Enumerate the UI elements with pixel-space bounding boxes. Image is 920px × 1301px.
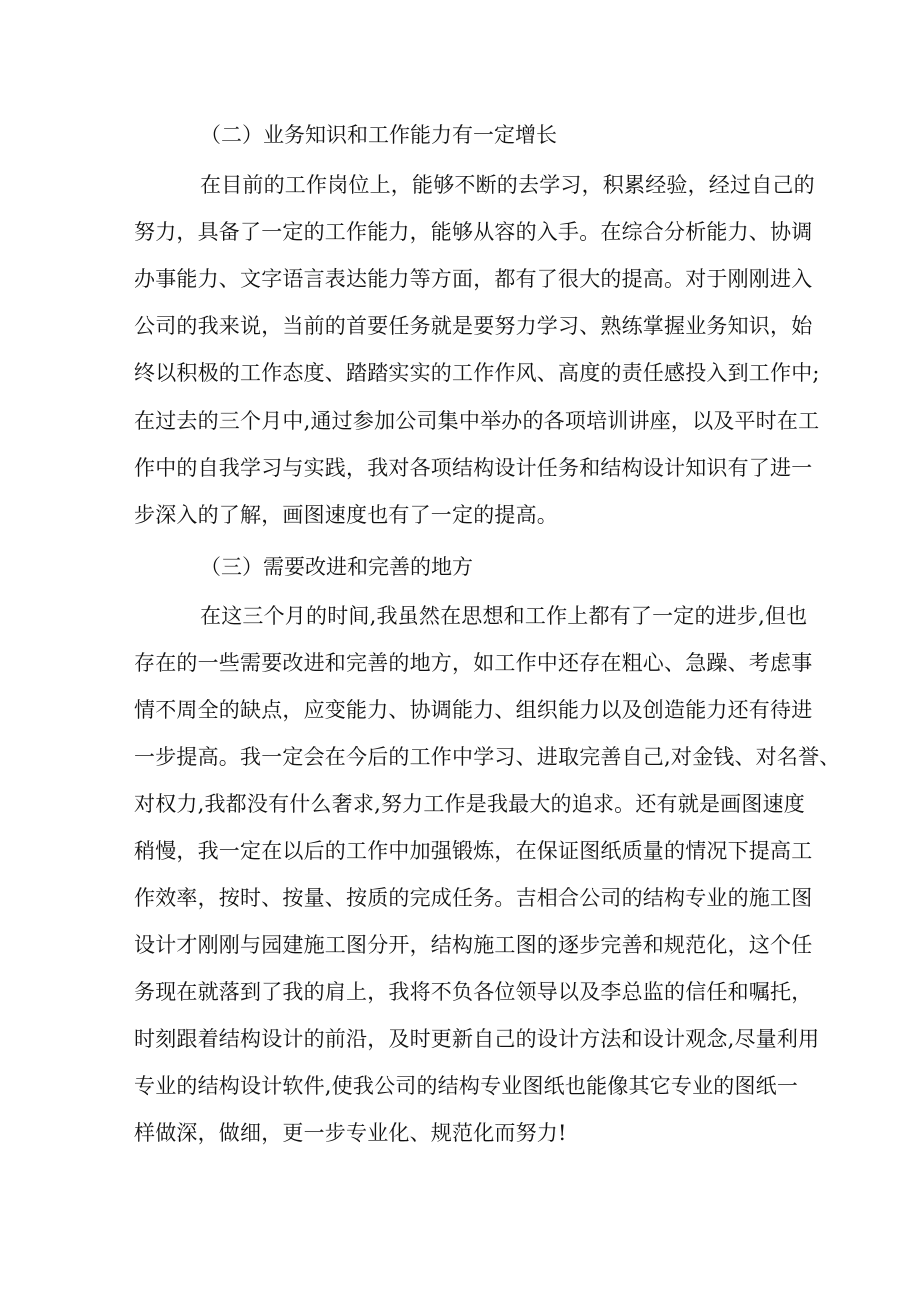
paragraph-line: 一步提高。我一定会在今后的工作中学习、进取完善自己,对金钱、对名誉、: [134, 745, 841, 769]
paragraph-line: 专业的结构设计软件,使我公司的结构专业图纸也能像其它专业的图纸一: [134, 1074, 799, 1098]
paragraph-line: 设计才刚刚与园建施工图分开，结构施工图的逐步完善和规范化，这个任: [134, 933, 813, 957]
paragraph-line: 终以积极的工作态度、踏踏实实的工作作风、高度的责任感投入到工作中;: [134, 361, 820, 385]
paragraph-line: 作中的自我学习与实践，我对各项结构设计任务和结构设计知识有了进一: [134, 456, 813, 480]
paragraph-line: 稍慢，我一定在以后的工作中加强锻炼，在保证图纸质量的情况下提高工: [134, 839, 813, 863]
paragraph-line: 在这三个月的时间,我虽然在思想和工作上都有了一定的进步,但也: [200, 604, 808, 628]
section-3-heading: （三）需要改进和完善的地方: [200, 555, 473, 579]
paragraph-line: 时刻跟着结构设计的前沿，及时更新自己的设计方法和设计观念,尽量利用: [134, 1027, 820, 1051]
paragraph-line: 务现在就落到了我的肩上，我将不负各位领导以及李总监的信任和嘱托，: [134, 980, 813, 1004]
paragraph-line: 努力，具备了一定的工作能力，能够从容的入手。在综合分析能力、协调: [134, 220, 813, 244]
section-2-heading: （二）业务知识和工作能力有一定增长: [200, 123, 557, 147]
paragraph-line: 在目前的工作岗位上，能够不断的去学习，积累经验，经过自己的: [200, 173, 815, 197]
paragraph-line: 公司的我来说，当前的首要任务就是要努力学习、熟练掌握业务知识，始: [134, 314, 813, 338]
paragraph-line: 样做深，做细，更一步专业化、规范化而努力!: [134, 1121, 567, 1145]
paragraph-line: 存在的一些需要改进和完善的地方，如工作中还存在粗心、急躁、考虑事: [134, 651, 813, 675]
paragraph-line: 办事能力、文字语言表达能力等方面，都有了很大的提高。对于刚刚进入: [134, 267, 813, 291]
paragraph-line: 情不周全的缺点，应变能力、协调能力、组织能力以及创造能力还有待进: [134, 698, 813, 722]
paragraph-line: 作效率，按时、按量、按质的完成任务。吉相合公司的结构专业的施工图: [134, 886, 813, 910]
paragraph-line: 在过去的三个月中,通过参加公司集中举办的各项培训讲座，以及平时在工: [134, 409, 820, 433]
paragraph-line: 对权力,我都没有什么奢求,努力工作是我最大的追求。还有就是画图速度: [134, 792, 805, 816]
paragraph-line: 步深入的了解，画图速度也有了一定的提高。: [134, 503, 558, 527]
